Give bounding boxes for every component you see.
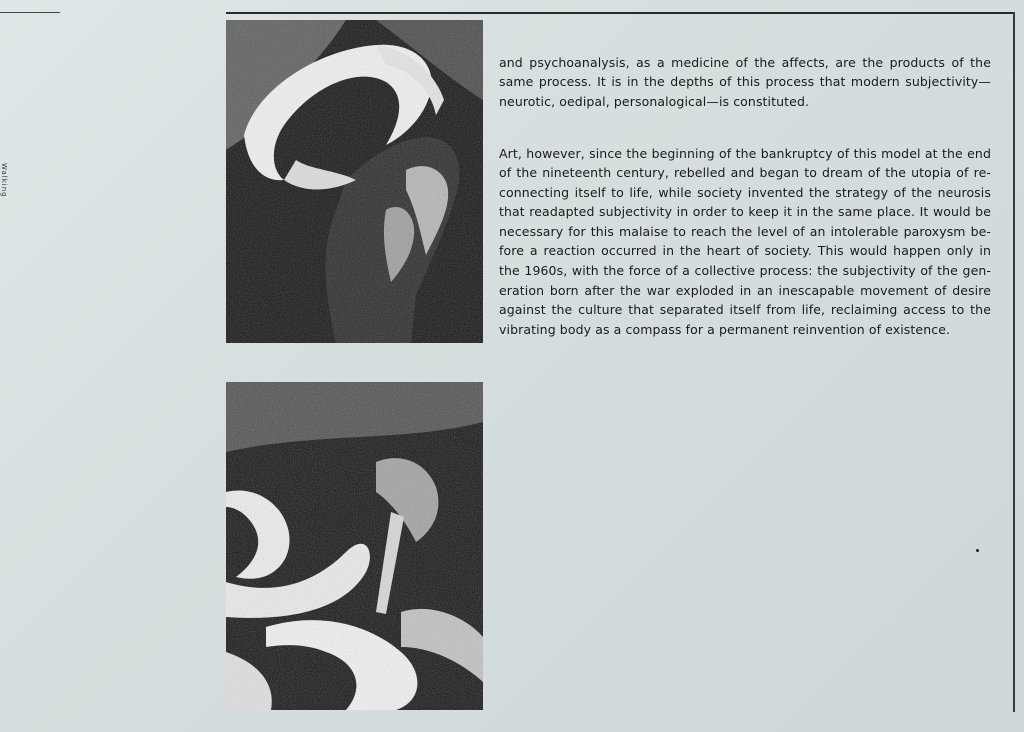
photo-hands-cutting-strip xyxy=(226,382,483,710)
stray-dot xyxy=(976,549,979,552)
photo-hands-cutting-strip-drawing xyxy=(226,382,483,710)
body-paragraph-1: and psychoanalysis, as a medicine of the affects, are the products of the same process. It is in the depths of this process that modern subjectivity—neurotic, oedipal, personalogical—is constituted. xyxy=(499,54,991,109)
right-edge-rule xyxy=(1013,12,1015,712)
photo-hands-mobius-strip-drawing xyxy=(226,20,483,343)
side-running-label: Walking xyxy=(0,163,8,198)
top-left-rule xyxy=(0,12,60,13)
body-paragraph-2: Art, however, since the beginning of the bankruptcy of this model at the end of the nineteenth century, rebelled and began to dream of the utopia of re-connecting itself to life, while society invented the strategy of the neurosis that readapted subjectivity in order to keep it in the same place. It would be necessary for this malaise to reach the level of an intolerable paroxysm be-fore a reaction occurred in the heart of society. This would happen only in the 1960s, with the force of a collective process: the subjectivity of the gen-eration born after the war exploded in an inescapable movement of desire against the culture that separated itself from life, reclaiming access to the vibrating body as a compass for a permanent reinvention of existence. xyxy=(499,145,991,337)
top-rule xyxy=(226,12,1014,14)
photo-hands-mobius-strip xyxy=(226,20,483,343)
